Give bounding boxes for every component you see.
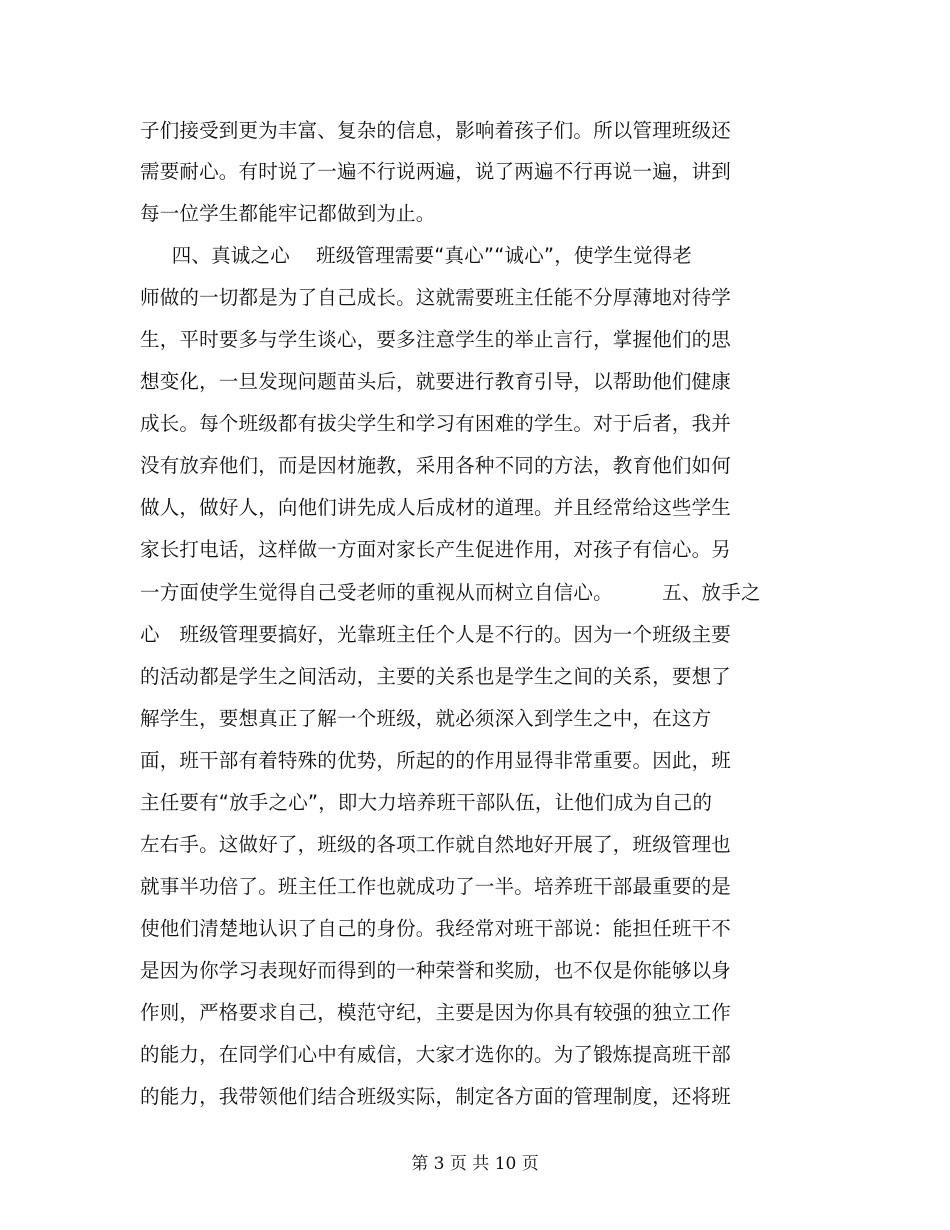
text-line: 主任要有“放手之心”，即大力培养班干部队伍，让他们成为自己的 — [140, 791, 713, 814]
text-line: 生，平时要多与学生谈心，要多注意学生的举止言行，掌握他们的思 — [140, 328, 732, 351]
text-line: 的活动都是学生之间活动，主要的关系也是学生之间的关系，要想了 — [140, 665, 732, 688]
text-line: 成长。每个班级都有拔尖学生和学习有困难的学生。对于后者，我并 — [140, 412, 732, 435]
text-line: 需要耐心。有时说了一遍不行说两遍，说了两遍不行再说一遍，讲到 — [140, 160, 732, 183]
text-line: 做人，做好人，向他们讲先成人后成材的道理。并且经常给这些学生 — [140, 496, 732, 519]
text-line: 面，班干部有着特殊的优势，所起的的作用显得非常重要。因此，班 — [140, 749, 732, 772]
text-line: 每一位学生都能牢记都做到为止。 — [140, 202, 436, 225]
text-line: 就事半功倍了。班主任工作也就成功了一半。培养班干部最重要的是 — [140, 875, 732, 898]
text-line: 没有放弃他们，而是因材施教，采用各种不同的方法，教育他们如何 — [140, 454, 732, 477]
text-line: 的能力，在同学们心中有威信，大家才选你的。为了锻炼提高班干部 — [140, 1043, 732, 1066]
text-line: 子们接受到更为丰富、复杂的信息，影响着孩子们。所以管理班级还 — [140, 119, 732, 142]
text-line: 是因为你学习表现好而得到的一种荣誉和奖励，也不仅是你能够以身 — [140, 959, 732, 982]
text-line: 使他们清楚地认识了自己的身份。我经常对班干部说：能担任班干不 — [140, 917, 732, 940]
text-line: 左右手。这做好了，班级的各项工作就自然地好开展了，班级管理也 — [140, 833, 732, 856]
text-line: 一方面使学生觉得自己受老师的重视从而树立自信心。 五、放手之 — [140, 581, 761, 604]
text-line: 家长打电话，这样做一方面对家长产生促进作用，对孩子有信心。另 — [140, 538, 732, 561]
text-line: 的能力，我带领他们结合班级实际，制定各方面的管理制度，还将班 — [140, 1085, 732, 1108]
text-line: 作则，严格要求自己，模范守纪，主要是因为你具有较强的独立工作 — [140, 1001, 732, 1024]
text-line: 心 班级管理要搞好，光靠班主任个人是不行的。因为一个班级主要 — [140, 623, 732, 646]
text-line: 解学生，要想真正了解一个班级，就必须深入到学生之中，在这方 — [140, 707, 712, 730]
text-line: 想变化，一旦发现问题苗头后，就要进行教育引导，以帮助他们健康 — [140, 370, 732, 393]
text-line: 四、真诚之心 班级管理需要“真心”“诚心”，使学生觉得老 — [152, 244, 693, 267]
page-number-footer: 第 3 页 共 10 页 — [411, 1154, 539, 1174]
text-line: 师做的一切都是为了自己成长。这就需要班主任能不分厚薄地对待学 — [140, 286, 732, 309]
